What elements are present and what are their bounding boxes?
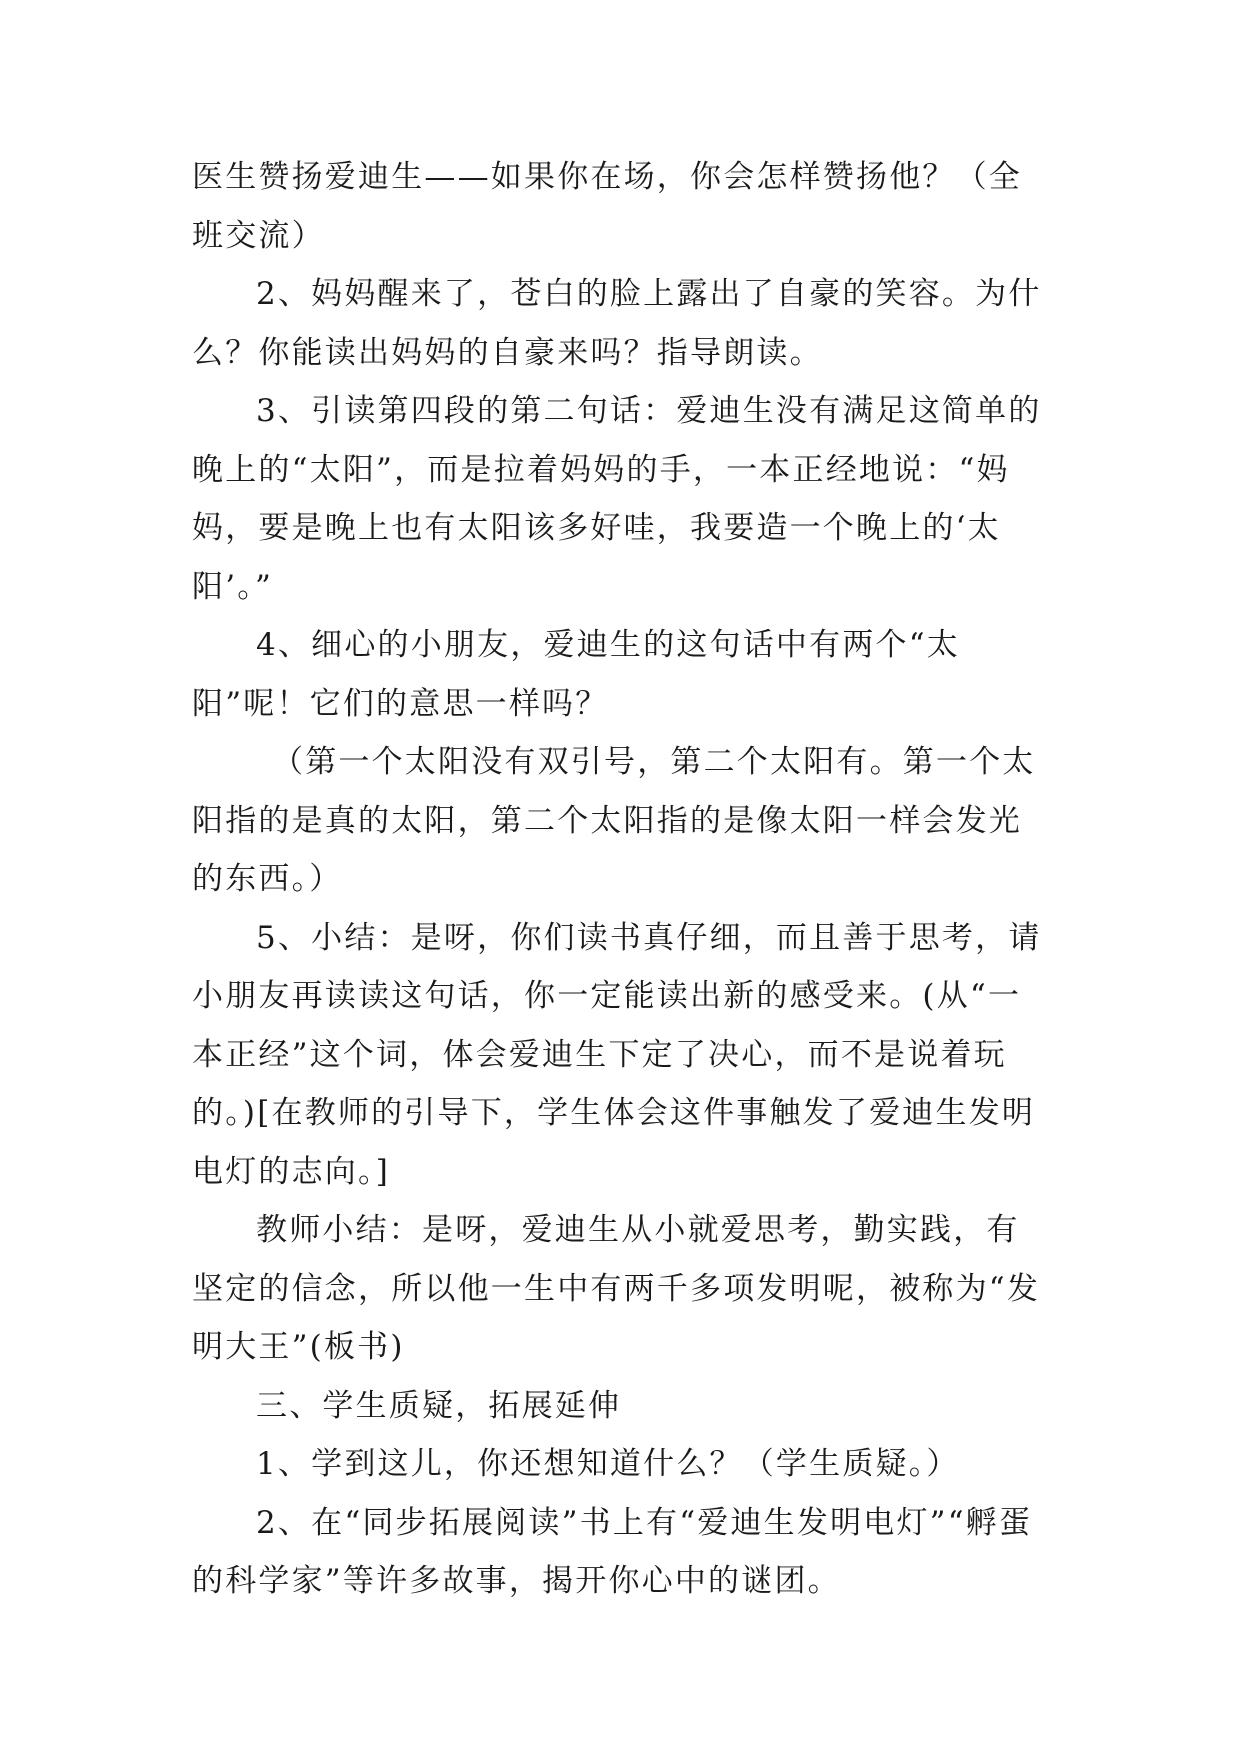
paragraph-continuation: 医生赞扬爱迪生——如果你在场，你会怎样赞扬他？（全班交流） xyxy=(192,159,1022,254)
section-heading-3: 三、学生质疑，拓展延伸 xyxy=(256,1387,622,1424)
paragraph-question-1: 1、学到这儿，你还想知道什么？（学生质疑。） xyxy=(256,1446,960,1482)
paragraph-item-2: 2、妈妈醒来了，苍白的脸上露出了自豪的笑容。为什么？你能读出妈妈的自豪来吗？指导朗读。 xyxy=(192,276,1042,371)
paragraph-item-5: 5、小结：是呀，你们读书真仔细，而且善于思考，请小朋友再读读这句话，你一定能读出新的感受来。(从“一本正经”这个词，体会爱迪生下定了决心，而不是说着玩的。)[在教师的引导下，学生体会这件事触发了爱迪生发明电灯的志向。] xyxy=(192,919,1042,1190)
paragraph-item-3: 3、引读第四段的第二句话：爱迪生没有满足这简单的晚上的“太阳”，而是拉着妈妈的手，一本正经地说：“妈妈，要是晚上也有太阳该多好哇，我要造一个晚上的‘太阳’。” xyxy=(192,393,1042,605)
paragraph-answer-note: （第一个太阳没有双引号，第二个太阳有。第一个太阳指的是真的太阳，第二个太阳指的是像太阳一样会发光的东西。） xyxy=(192,744,1036,897)
paragraph-question-2: 2、在“同步拓展阅读”书上有“爱迪生发明电灯”“孵蛋的科学家”等许多故事，揭开你心中的谜团。 xyxy=(192,1504,1033,1599)
paragraph-item-4: 4、细心的小朋友，爱迪生的这句话中有两个“太阳”呢！它们的意思一样吗？ xyxy=(192,627,960,722)
paragraph-teacher-summary: 教师小结：是呀，爱迪生从小就爱思考，勤实践，有坚定的信念，所以他一生中有两千多项发明呢，被称为“发明大王”(板书) xyxy=(192,1212,1041,1365)
document-page xyxy=(192,148,1052,1611)
